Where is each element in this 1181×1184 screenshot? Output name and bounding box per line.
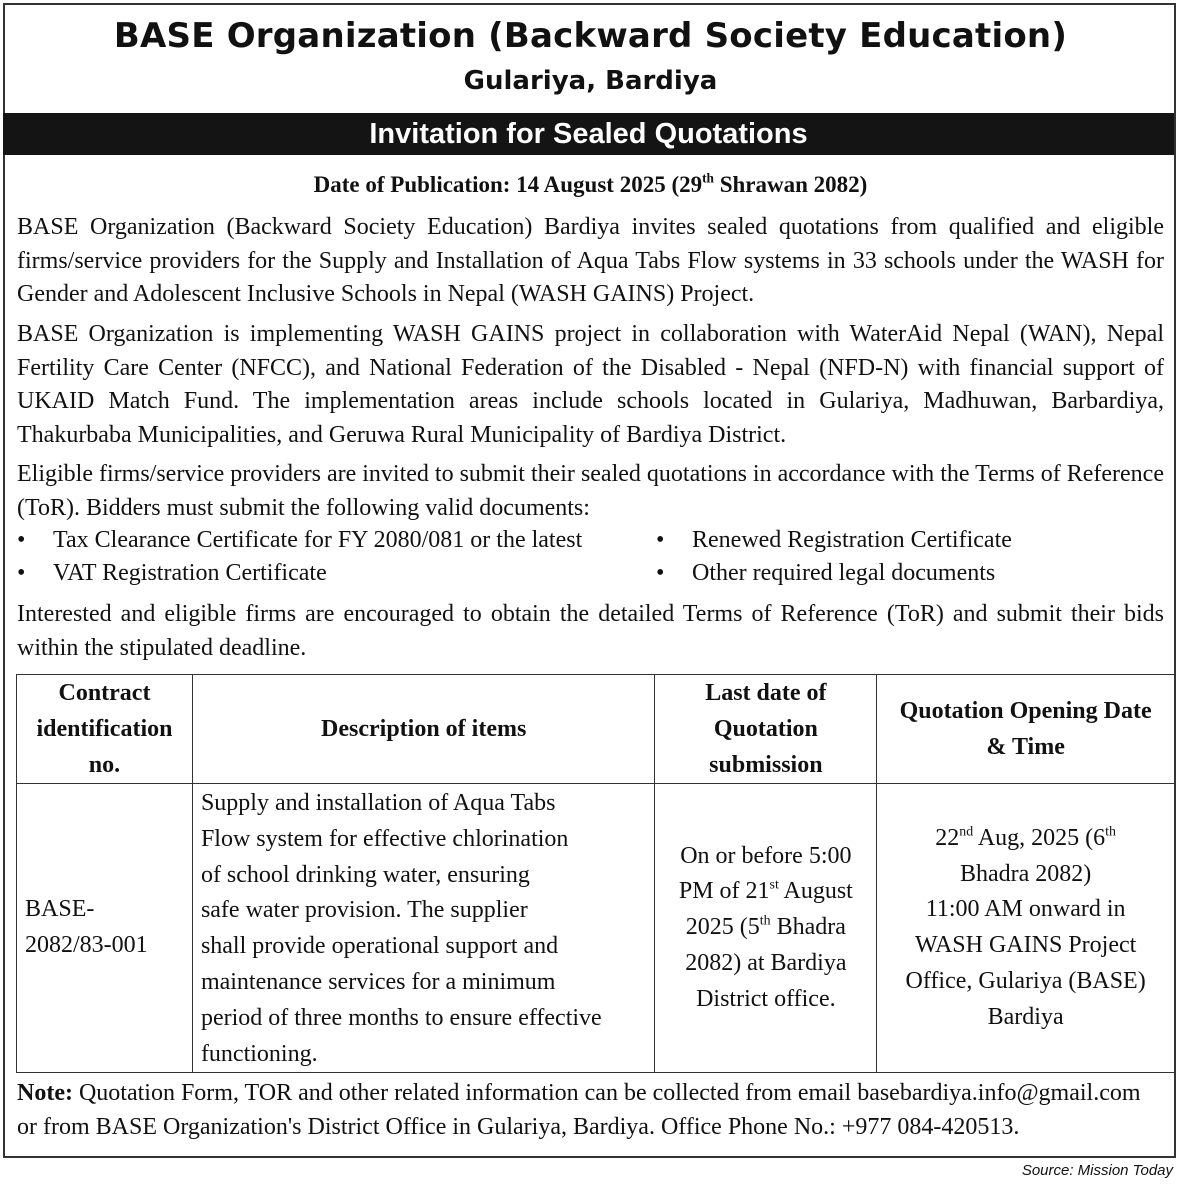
opening-date-cell: 22nd Aug, 2025 (6th Bhadra 2082) 11:00 AM onward in WASH GAINS Project Office, Gulariya (BASE) Bardiya bbox=[877, 784, 1175, 1073]
header-contract-id: Contract identification no. bbox=[17, 675, 193, 784]
intro-paragraph: BASE Organization (Backward Society Education) Bardiya invites sealed quotations from qualified and eligible firms/service providers for the Supply and Installation of Aqua Tabs Flow systems in 33 schools under the WASH for Gender and Adolescent Inclusive Schools in Nepal (WASH GAINS) Project. bbox=[17, 214, 1164, 307]
project-paragraph: BASE Organization is implementing WASH GAINS project in collaboration with WaterAid Nepal (WAN), Nepal Fertility Care Center (NFCC), and National Federation of the Disabled - Nepal (NFD-N) with financial support of UKAID Match Fund. The implementation areas include schools located in Gulariya, Madhuwan, Barbardiya, Thakurbaba Municipalities, and Geruwa Rural Municipality of Bardiya District. bbox=[17, 321, 1164, 448]
note-paragraph bbox=[17, 1076, 1164, 1144]
note-label: Note: bbox=[17, 1080, 73, 1106]
document-item: • Other required legal documents bbox=[656, 557, 995, 590]
source-credit: Source: Mission Today bbox=[1021, 1162, 1173, 1179]
deadline-cell: On or before 5:00 PM of 21st August 2025 (5th Bhadra 2082) at Bardiya District office. bbox=[655, 784, 877, 1073]
quotation-table bbox=[16, 674, 1175, 1073]
notice-title: Invitation for Sealed Quotations bbox=[369, 118, 808, 150]
document-item: • Tax Clearance Certificate for FY 2080/081 or the latest bbox=[17, 524, 582, 557]
header-opening-date: Quotation Opening Date & Time bbox=[877, 675, 1175, 784]
eligibility-paragraph: Eligible firms/service providers are invited to submit their sealed quotations in accordance with the Terms of Reference (ToR). Bidders must submit the following valid documents: bbox=[17, 461, 1164, 521]
bullet-icon: • bbox=[656, 527, 665, 553]
note-text: Quotation Form, TOR and other related information can be collected from email basebardiya.info@gmail.com or from BASE Organization's District Office in Gulariya, Bardiya. Office Phone No.: +977 084-420513. bbox=[17, 1080, 1141, 1140]
notice-title-band bbox=[3, 113, 1174, 155]
table-row bbox=[17, 784, 1175, 1073]
bullet-icon: • bbox=[656, 560, 665, 586]
contract-id-cell: BASE- 2082/83-001 bbox=[17, 784, 193, 1073]
organization-name: BASE Organization (Backward Society Education) bbox=[113, 16, 1068, 56]
header-last-date: Last date of Quotation submission bbox=[655, 675, 877, 784]
publication-date: Date of Publication: 14 August 2025 (29th Shrawan 2082) bbox=[313, 170, 868, 197]
document-item: • VAT Registration Certificate bbox=[17, 557, 327, 590]
organization-location: Gulariya, Bardiya bbox=[463, 66, 718, 96]
description-cell: Supply and installation of Aqua Tabs Flow system for effective chlorination of school drinking water, ensuring safe water provision. The supplier shall provide operational support and maintenance services for a minimum period of three months to ensure effective functioning. bbox=[192, 784, 655, 1073]
bullet-icon: • bbox=[17, 560, 26, 586]
document-item: • Renewed Registration Certificate bbox=[656, 524, 1012, 557]
bullet-icon: • bbox=[17, 527, 26, 553]
header-description: Description of items bbox=[192, 675, 655, 784]
closing-paragraph: Interested and eligible firms are encouraged to obtain the detailed Terms of Reference (ToR) and submit their bids within the stipulated deadline. bbox=[17, 601, 1164, 661]
table-header-row bbox=[17, 675, 1175, 784]
